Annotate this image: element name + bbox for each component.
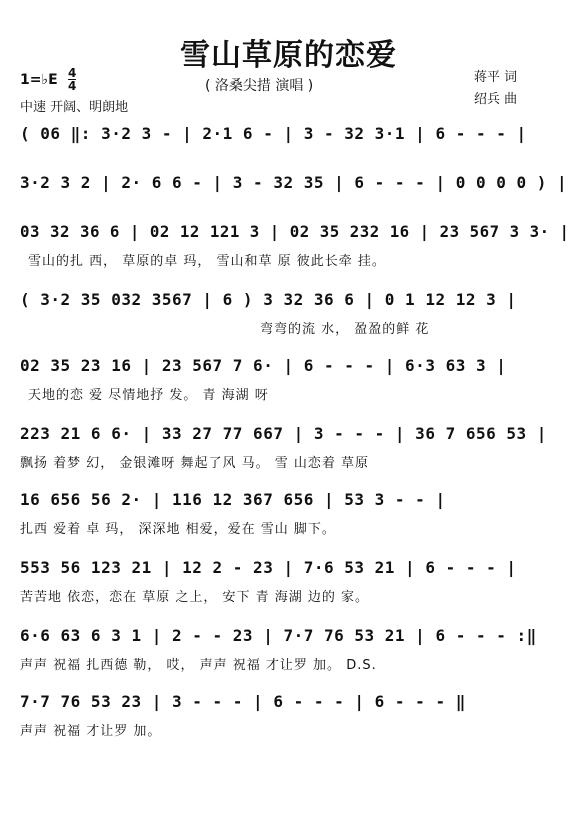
composer-credit: 绍兵 曲 bbox=[474, 92, 518, 107]
score-row-3-notes: 03 32 36 6 | 02 12 121 3 | 02 35 232 16 | 23 567 3 3· | bbox=[20, 222, 570, 241]
song-title: 雪山草原的恋爱 bbox=[180, 38, 397, 73]
lyricist-credit: 蒋平 词 bbox=[474, 70, 518, 85]
score-row-9-notes: 6·6 63 6 3 1 | 2 - - 23 | 7·7 76 53 21 | 6 - - - :‖ bbox=[20, 626, 537, 645]
score-row-4-notes: ( 3·2 35 032 3567 | 6 ) 3 32 36 6 | 0 1 12 12 3 | bbox=[20, 290, 517, 309]
score-row-4-lyrics: 弯弯的流 水， 盈盈的鲜 花 bbox=[260, 322, 430, 337]
score-row-10-lyrics: 声声 祝福 才让罗 加。 bbox=[20, 724, 162, 739]
score-row-6-lyrics: 飘扬 着梦 幻， 金银滩呀 舞起了风 马。 雪 山恋着 草原 bbox=[20, 456, 370, 471]
time-signature bbox=[68, 67, 76, 92]
time-signature-bottom: 4 bbox=[68, 79, 77, 93]
score-row-7-notes: 16 656 56 2· | 116 12 367 656 | 53 3 - - | bbox=[20, 490, 446, 509]
score-row-10-notes: 7·7 76 53 23 | 3 - - - | 6 - - - | 6 - - - ‖ bbox=[20, 692, 466, 711]
time-signature-top: 4 bbox=[68, 66, 77, 80]
tempo-marking: 中速 开阔、明朗地 bbox=[20, 100, 129, 115]
singer-credit: ( 洛桑尖措 演唱 ) bbox=[205, 78, 314, 94]
score-row-1-notes: ( 06 ‖: 3·2 3 - | 2·1 6 - | 3 - 32 3·1 | 6 - - - | bbox=[20, 124, 527, 143]
score-row-7-lyrics: 扎西 爱着 卓 玛， 深深地 相爱，爱在 雪山 脚下。 bbox=[20, 522, 336, 537]
key-signature: 1=♭E bbox=[20, 72, 58, 88]
score-row-8-lyrics: 苦苦地 依恋，恋在 草原 之上， 安下 青 海湖 边的 家。 bbox=[20, 590, 370, 605]
score-row-5-lyrics: 天地的恋 爱 尽情地抒 发。 青 海湖 呀 bbox=[28, 388, 269, 403]
score-row-6-notes: 223 21 6 6· | 33 27 77 667 | 3 - - - | 36 7 656 53 | bbox=[20, 424, 547, 443]
score-row-2-notes: 3·2 3 2 | 2· 6 6 - | 3 - 32 35 | 6 - - - | 0 0 0 0 ) | bbox=[20, 173, 568, 192]
score-row-8-notes: 553 56 123 21 | 12 2 - 23 | 7·6 53 21 | 6 - - - | bbox=[20, 558, 517, 577]
score-row-9-lyrics: 声声 祝福 扎西德 勒， 哎， 声声 祝福 才让罗 加。 D.S. bbox=[20, 658, 377, 673]
score-row-3-lyrics: 雪山的扎 西， 草原的卓 玛， 雪山和草 原 彼此长牵 挂。 bbox=[28, 254, 386, 269]
score-row-5-notes: 02 35 23 16 | 23 567 7 6· | 6 - - - | 6·3 63 3 | bbox=[20, 356, 507, 375]
